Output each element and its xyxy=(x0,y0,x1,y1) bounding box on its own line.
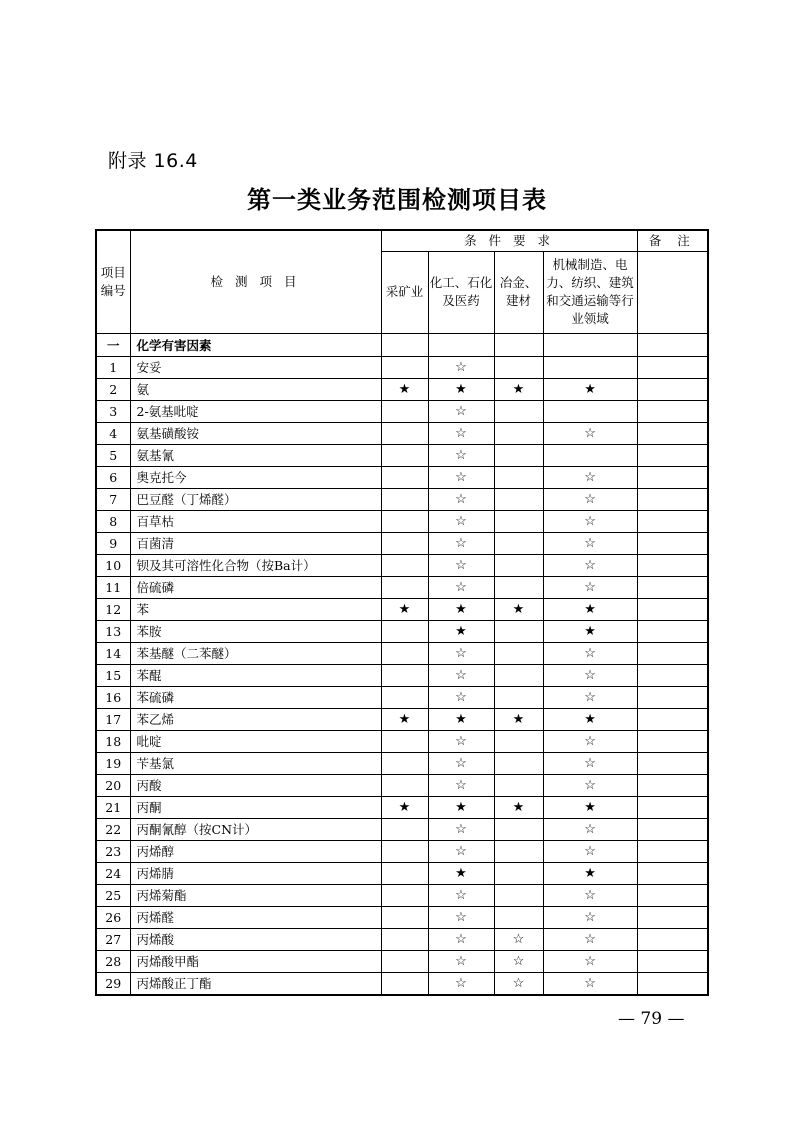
row-number: 1 xyxy=(96,356,130,378)
mark-metallurgy xyxy=(494,620,543,642)
row-remarks xyxy=(637,752,708,774)
row-remarks xyxy=(637,818,708,840)
mark-chemical: ★ xyxy=(428,598,494,620)
mark-metallurgy xyxy=(494,576,543,598)
mark-chemical: ☆ xyxy=(428,972,494,995)
mark-machinery: ★ xyxy=(543,378,637,400)
row-remarks xyxy=(637,950,708,972)
row-item-name: 丙酮 xyxy=(130,796,381,818)
mark-metallurgy xyxy=(494,884,543,906)
mark-mining xyxy=(381,686,428,708)
mark-chemical: ☆ xyxy=(428,818,494,840)
mark-mining: ★ xyxy=(381,598,428,620)
row-number: 22 xyxy=(96,818,130,840)
table-row xyxy=(96,620,708,642)
row-item-name: 苯乙烯 xyxy=(130,708,381,730)
row-number: 4 xyxy=(96,422,130,444)
row-number: 13 xyxy=(96,620,130,642)
mark-mining xyxy=(381,466,428,488)
table-row xyxy=(96,906,708,928)
row-number: 25 xyxy=(96,884,130,906)
mark-chemical: ☆ xyxy=(428,466,494,488)
mark-metallurgy xyxy=(494,466,543,488)
row-item-name: 百菌清 xyxy=(130,532,381,554)
mark-mining xyxy=(381,774,428,796)
mark-chemical: ☆ xyxy=(428,686,494,708)
mark-chemical: ☆ xyxy=(428,532,494,554)
table-row xyxy=(96,774,708,796)
row-item-name: 氨基氰 xyxy=(130,444,381,466)
row-item-name: 丙烯酸甲酯 xyxy=(130,950,381,972)
table-row xyxy=(96,796,708,818)
mark-machinery: ☆ xyxy=(543,730,637,752)
row-remarks xyxy=(637,840,708,862)
mark-chemical: ☆ xyxy=(428,884,494,906)
mark-machinery: ★ xyxy=(543,708,637,730)
mark-metallurgy xyxy=(494,862,543,884)
table-row xyxy=(96,928,708,950)
mark-metallurgy xyxy=(494,488,543,510)
row-number: 2 xyxy=(96,378,130,400)
mark-metallurgy xyxy=(494,444,543,466)
row-number: 27 xyxy=(96,928,130,950)
row-remarks xyxy=(637,576,708,598)
mark-metallurgy xyxy=(494,664,543,686)
mark-machinery: ★ xyxy=(543,796,637,818)
table-row xyxy=(96,686,708,708)
row-item-name: 丙烯酸正丁酯 xyxy=(130,972,381,995)
row-remarks xyxy=(637,378,708,400)
mark-metallurgy xyxy=(494,642,543,664)
mark-mining xyxy=(381,972,428,995)
row-remarks xyxy=(637,554,708,576)
row-remarks xyxy=(637,356,708,378)
row-number: 26 xyxy=(96,906,130,928)
table-row xyxy=(96,708,708,730)
table-row xyxy=(96,510,708,532)
mark-machinery: ☆ xyxy=(543,576,637,598)
mark-metallurgy xyxy=(494,422,543,444)
mark-metallurgy xyxy=(494,356,543,378)
mark-chemical: ☆ xyxy=(428,554,494,576)
section-number: 一 xyxy=(96,333,130,356)
mark-machinery xyxy=(543,356,637,378)
mark-chemical: ★ xyxy=(428,620,494,642)
mark-metallurgy xyxy=(494,686,543,708)
inspection-items-table xyxy=(95,229,709,996)
row-item-name: 丙烯醇 xyxy=(130,840,381,862)
table-row xyxy=(96,642,708,664)
mark-chemical: ☆ xyxy=(428,950,494,972)
mark-metallurgy: ☆ xyxy=(494,928,543,950)
mark-mining xyxy=(381,356,428,378)
mark-machinery: ☆ xyxy=(543,840,637,862)
mark-metallurgy: ★ xyxy=(494,598,543,620)
row-number: 14 xyxy=(96,642,130,664)
row-remarks xyxy=(637,708,708,730)
section-name: 化学有害因素 xyxy=(130,333,381,356)
mark-machinery xyxy=(543,444,637,466)
row-number: 17 xyxy=(96,708,130,730)
header-metallurgy-label: 冶金、建材 xyxy=(499,275,538,308)
mark-metallurgy: ★ xyxy=(494,708,543,730)
header-item-no xyxy=(96,230,130,333)
mark-machinery: ☆ xyxy=(543,642,637,664)
row-number: 9 xyxy=(96,532,130,554)
row-remarks xyxy=(637,972,708,995)
mark-mining xyxy=(381,576,428,598)
header-chemical-label: 化工、石化及医药 xyxy=(429,275,493,308)
mark-mining xyxy=(381,422,428,444)
row-number: 10 xyxy=(96,554,130,576)
table-row xyxy=(96,730,708,752)
row-remarks xyxy=(637,862,708,884)
row-remarks xyxy=(637,510,708,532)
row-item-name: 苯醌 xyxy=(130,664,381,686)
header-conditions-label: 条 件 要 求 xyxy=(464,232,554,248)
row-number: 6 xyxy=(96,466,130,488)
row-number: 8 xyxy=(96,510,130,532)
mark-mining xyxy=(381,664,428,686)
row-item-name: 巴豆醛（丁烯醛） xyxy=(130,488,381,510)
mark-mining xyxy=(381,400,428,422)
row-item-name: 丙酸 xyxy=(130,774,381,796)
section-blank-4 xyxy=(543,333,637,356)
row-remarks xyxy=(637,686,708,708)
mark-mining xyxy=(381,840,428,862)
mark-mining xyxy=(381,554,428,576)
row-remarks xyxy=(637,928,708,950)
mark-mining xyxy=(381,818,428,840)
mark-chemical: ☆ xyxy=(428,400,494,422)
mark-metallurgy xyxy=(494,554,543,576)
mark-mining xyxy=(381,752,428,774)
page-title: 第一类业务范围检测项目表 xyxy=(247,185,547,214)
mark-chemical: ★ xyxy=(428,862,494,884)
row-number: 3 xyxy=(96,400,130,422)
row-item-name: 丙烯腈 xyxy=(130,862,381,884)
table-row xyxy=(96,488,708,510)
row-remarks xyxy=(637,796,708,818)
row-remarks xyxy=(637,730,708,752)
mark-chemical: ☆ xyxy=(428,510,494,532)
row-remarks xyxy=(637,422,708,444)
row-item-name: 丙烯酸 xyxy=(130,928,381,950)
row-remarks xyxy=(637,488,708,510)
row-item-name: 丙烯醛 xyxy=(130,906,381,928)
table-row xyxy=(96,818,708,840)
mark-machinery: ☆ xyxy=(543,906,637,928)
table-row xyxy=(96,840,708,862)
mark-chemical: ☆ xyxy=(428,730,494,752)
table-row xyxy=(96,576,708,598)
mark-mining xyxy=(381,884,428,906)
table-row xyxy=(96,422,708,444)
mark-chemical: ★ xyxy=(428,796,494,818)
mark-machinery: ★ xyxy=(543,598,637,620)
mark-mining: ★ xyxy=(381,708,428,730)
mark-machinery: ☆ xyxy=(543,818,637,840)
mark-metallurgy: ★ xyxy=(494,378,543,400)
table-row xyxy=(96,664,708,686)
row-remarks xyxy=(637,532,708,554)
mark-metallurgy: ☆ xyxy=(494,950,543,972)
row-item-name: 氨基磺酸铵 xyxy=(130,422,381,444)
row-number: 5 xyxy=(96,444,130,466)
mark-chemical: ☆ xyxy=(428,664,494,686)
section-blank-5 xyxy=(637,333,708,356)
row-item-name: 丙烯菊酯 xyxy=(130,884,381,906)
table-row xyxy=(96,532,708,554)
appendix-label: 附录 16.4 xyxy=(108,150,198,172)
header-machinery xyxy=(543,251,637,333)
header-metallurgy xyxy=(494,251,543,333)
row-item-name: 丙酮氰醇（按CN计） xyxy=(130,818,381,840)
header-mining-label: 采矿业 xyxy=(385,284,424,299)
row-item-name: 奥克托今 xyxy=(130,466,381,488)
header-remarks-label: 备 注 xyxy=(648,232,696,248)
table-row xyxy=(96,356,708,378)
row-number: 29 xyxy=(96,972,130,995)
mark-chemical: ☆ xyxy=(428,642,494,664)
section-row xyxy=(96,333,708,356)
mark-chemical: ☆ xyxy=(428,840,494,862)
header-remarks xyxy=(637,230,708,251)
mark-metallurgy xyxy=(494,532,543,554)
row-number: 23 xyxy=(96,840,130,862)
section-blank-1 xyxy=(381,333,428,356)
row-remarks xyxy=(637,620,708,642)
table-row xyxy=(96,466,708,488)
section-blank-3 xyxy=(494,333,543,356)
row-number: 11 xyxy=(96,576,130,598)
row-remarks xyxy=(637,774,708,796)
mark-mining: ★ xyxy=(381,378,428,400)
row-item-name: 苯 xyxy=(130,598,381,620)
mark-mining xyxy=(381,488,428,510)
table-row xyxy=(96,862,708,884)
header-item-no-label: 项目编号 xyxy=(100,264,126,298)
mark-metallurgy xyxy=(494,730,543,752)
page-number: — 79 — xyxy=(618,1009,685,1029)
mark-machinery: ☆ xyxy=(543,488,637,510)
row-number: 12 xyxy=(96,598,130,620)
table-row xyxy=(96,598,708,620)
mark-mining xyxy=(381,510,428,532)
mark-mining xyxy=(381,620,428,642)
section-blank-2 xyxy=(428,333,494,356)
row-remarks xyxy=(637,884,708,906)
mark-machinery: ☆ xyxy=(543,774,637,796)
mark-metallurgy: ☆ xyxy=(494,972,543,995)
mark-mining xyxy=(381,862,428,884)
mark-machinery: ☆ xyxy=(543,950,637,972)
row-number: 20 xyxy=(96,774,130,796)
row-remarks xyxy=(637,444,708,466)
mark-machinery: ☆ xyxy=(543,884,637,906)
row-number: 21 xyxy=(96,796,130,818)
row-number: 15 xyxy=(96,664,130,686)
mark-machinery: ★ xyxy=(543,620,637,642)
mark-metallurgy xyxy=(494,818,543,840)
header-item xyxy=(130,230,381,333)
row-item-name: 氨 xyxy=(130,378,381,400)
mark-mining xyxy=(381,950,428,972)
mark-mining xyxy=(381,906,428,928)
mark-chemical: ☆ xyxy=(428,422,494,444)
mark-machinery: ☆ xyxy=(543,686,637,708)
table-row xyxy=(96,884,708,906)
mark-machinery: ★ xyxy=(543,862,637,884)
table-row xyxy=(96,752,708,774)
mark-machinery: ☆ xyxy=(543,554,637,576)
row-number: 7 xyxy=(96,488,130,510)
header-machinery-label: 机械制造、电力、纺织、建筑和交通运输等行业领域 xyxy=(546,257,634,326)
row-remarks xyxy=(637,400,708,422)
row-remarks xyxy=(637,906,708,928)
mark-metallurgy xyxy=(494,774,543,796)
row-item-name: 苯硫磷 xyxy=(130,686,381,708)
mark-chemical: ☆ xyxy=(428,774,494,796)
mark-chemical: ☆ xyxy=(428,928,494,950)
row-item-name: 倍硫磷 xyxy=(130,576,381,598)
mark-metallurgy xyxy=(494,752,543,774)
mark-mining xyxy=(381,444,428,466)
mark-machinery: ☆ xyxy=(543,510,637,532)
row-number: 28 xyxy=(96,950,130,972)
header-remarks-blank xyxy=(637,251,708,333)
table-row xyxy=(96,378,708,400)
header-chemical xyxy=(428,251,494,333)
header-item-label: 检 测 项 目 xyxy=(210,273,301,289)
mark-chemical: ☆ xyxy=(428,906,494,928)
row-number: 19 xyxy=(96,752,130,774)
table-row xyxy=(96,950,708,972)
row-number: 24 xyxy=(96,862,130,884)
row-item-name: 百草枯 xyxy=(130,510,381,532)
row-item-name: 苯胺 xyxy=(130,620,381,642)
table-row xyxy=(96,972,708,995)
mark-chemical: ★ xyxy=(428,708,494,730)
row-item-name: 2-氨基吡啶 xyxy=(130,400,381,422)
row-item-name: 苄基氯 xyxy=(130,752,381,774)
mark-chemical: ☆ xyxy=(428,356,494,378)
mark-machinery: ☆ xyxy=(543,422,637,444)
mark-mining xyxy=(381,642,428,664)
row-item-name: 苯基醚（二苯醚） xyxy=(130,642,381,664)
table-row xyxy=(96,554,708,576)
mark-metallurgy xyxy=(494,840,543,862)
mark-machinery: ☆ xyxy=(543,972,637,995)
mark-metallurgy: ★ xyxy=(494,796,543,818)
mark-mining xyxy=(381,730,428,752)
mark-metallurgy xyxy=(494,510,543,532)
mark-chemical: ★ xyxy=(428,378,494,400)
row-number: 18 xyxy=(96,730,130,752)
row-remarks xyxy=(637,642,708,664)
row-remarks xyxy=(637,598,708,620)
mark-machinery: ☆ xyxy=(543,664,637,686)
mark-machinery: ☆ xyxy=(543,466,637,488)
row-number: 16 xyxy=(96,686,130,708)
mark-machinery: ☆ xyxy=(543,752,637,774)
mark-chemical: ☆ xyxy=(428,444,494,466)
mark-chemical: ☆ xyxy=(428,576,494,598)
mark-machinery xyxy=(543,400,637,422)
mark-machinery: ☆ xyxy=(543,928,637,950)
mark-mining: ★ xyxy=(381,796,428,818)
mark-chemical: ☆ xyxy=(428,752,494,774)
mark-chemical: ☆ xyxy=(428,488,494,510)
mark-mining xyxy=(381,928,428,950)
row-item-name: 吡啶 xyxy=(130,730,381,752)
row-item-name: 钡及其可溶性化合物（按Ba计） xyxy=(130,554,381,576)
row-remarks xyxy=(637,664,708,686)
mark-machinery: ☆ xyxy=(543,532,637,554)
mark-metallurgy xyxy=(494,400,543,422)
header-mining xyxy=(381,251,428,333)
mark-metallurgy xyxy=(494,906,543,928)
table-row xyxy=(96,400,708,422)
row-item-name: 安妥 xyxy=(130,356,381,378)
table-row xyxy=(96,444,708,466)
header-conditions xyxy=(381,230,637,251)
mark-mining xyxy=(381,532,428,554)
row-remarks xyxy=(637,466,708,488)
